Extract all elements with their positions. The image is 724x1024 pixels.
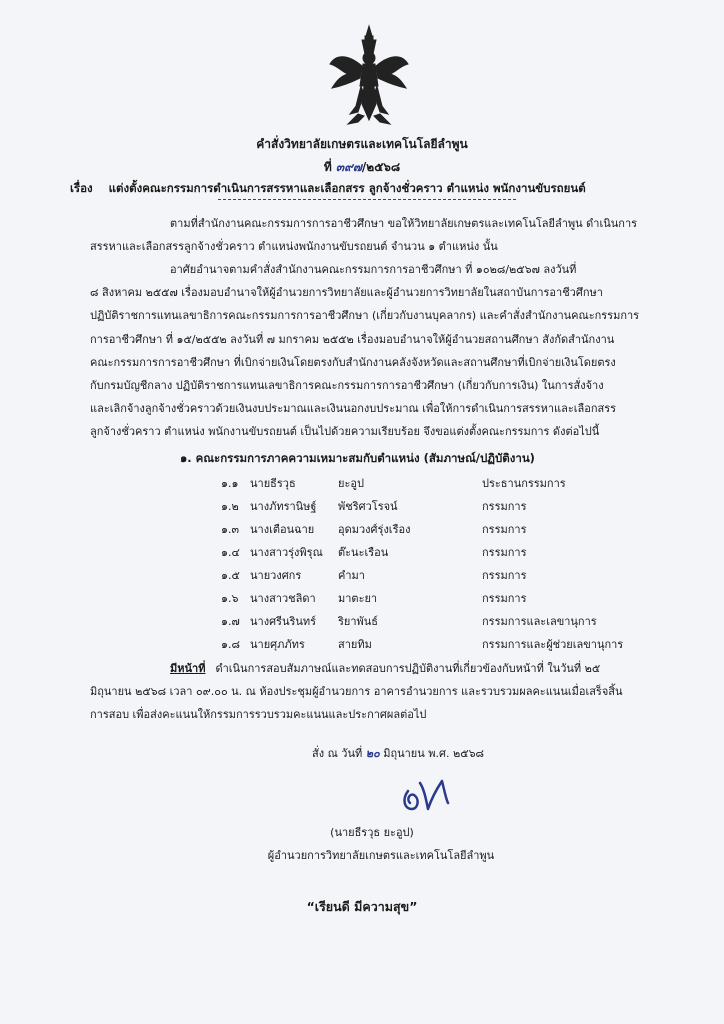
p2-line-6: กับกรมบัญชีกลาง ปฏิบัติราชการแทนเลขาธิการคณะกรรมการการอาชีวศึกษา (เกี่ยวกับการเงิน) ในการสั่งจ้าง <box>90 379 604 393</box>
garuda-emblem <box>328 24 410 129</box>
member-last-name: อุดมวงศ์รุ่งเรือง <box>338 523 411 536</box>
p1-line-2: สรรหาและเลือกสรรลูกจ้างชั่วคราว ตำแหน่งพนักงานขับรถยนต์ จำนวน ๑ ตำแหน่ง นั้น <box>90 240 498 254</box>
member-number: ๑.๔ <box>221 546 240 559</box>
member-role: กรรมการและเลขานุการ <box>482 615 597 628</box>
subject-text: แต่งตั้งคณะกรรมการดำเนินการสรรหาและเลือกสรร ลูกจ้างชั่วคราว ตำแหน่ง พนักงานขับรถยนต์ <box>108 181 586 195</box>
date-suffix: มิถุนายน พ.ศ. ๒๕๖๘ <box>379 747 485 760</box>
p2-line-1: อาศัยอำนาจตามคำสั่งสำนักงานคณะกรรมการการอาชีวศึกษา ที่ ๑๐๒๘/๒๕๖๗ ลงวันที่ <box>170 263 577 276</box>
member-first-name: นายวงศกร <box>250 569 302 582</box>
p2-line-3: ปฏิบัติราชการแทนเลขาธิการคณะกรรมการการอาชีวศึกษา (เกี่ยวกับงานบุคลากร) และคำสั่งสำนักงานคณะกรรมการ <box>90 309 640 323</box>
member-number: ๑.๘ <box>221 638 240 651</box>
duty-text-1: ดำเนินการสอบสัมภาษณ์และทดสอบการปฏิบัติงานที่เกี่ยวข้องกับหน้าที่ ในวันที่ ๒๕ <box>215 662 601 675</box>
duty-line-1 <box>90 657 650 680</box>
date-prefix: สั่ง ณ วันที่ <box>312 747 366 760</box>
member-last-name: พัชริศวโรจน์ <box>338 500 398 513</box>
member-role: กรรมการและผู้ช่วยเลขานุการ <box>482 638 624 651</box>
order-number <box>0 158 724 177</box>
member-role: กรรมการ <box>482 569 527 582</box>
date-handwritten: ๒๐ <box>365 747 380 760</box>
duty-label: มีหน้าที่ <box>170 662 206 675</box>
member-first-name: นางสาวรุ่งพิรุณ <box>250 546 323 559</box>
duty-line-3: การสอบ เพื่อส่งคะแนนให้กรรมการรวบรวมคะแนนและประกาศผลต่อไป <box>90 708 427 722</box>
order-date <box>312 744 484 762</box>
signer-name: (นายธีรวุธ ยะอูป) <box>330 826 414 839</box>
member-first-name: นางภัทรานิษฐ์ <box>250 500 317 513</box>
member-number: ๑.๖ <box>221 592 239 605</box>
p2-line-4: การอาชีวศึกษา ที่ ๑๕/๒๕๕๒ ลงวันที่ ๗ มกราคม ๒๕๕๒ เรื่องมอบอำนาจให้ผู้อำนวยสถานศึกษา สังกัดสำนักงาน <box>90 332 615 346</box>
order-title: คำสั่งวิทยาลัยเกษตรและเทคโนโลยีลำพูน <box>256 137 468 151</box>
committee-heading: ๑. คณะกรรมการภาคความเหมาะสมกับตำแหน่ง (สัมภาษณ์/ปฏิบัติงาน) <box>180 451 535 465</box>
paragraph-1 <box>90 212 645 258</box>
subject-label: เรื่อง <box>70 181 93 195</box>
duty-paragraph <box>90 657 650 727</box>
member-number: ๑.๕ <box>221 569 240 582</box>
subject-line <box>70 180 670 198</box>
member-last-name: สายทิม <box>338 638 372 651</box>
motto: “เรียนดี มีความสุข” <box>306 899 418 914</box>
member-role: กรรมการ <box>482 592 527 605</box>
member-first-name: นายศุภภัทร <box>250 638 305 651</box>
order-number-prefix: ที่ <box>323 160 336 174</box>
member-first-name: นายธีรวุธ <box>250 477 296 490</box>
member-first-name: นางเตือนฉาย <box>250 523 315 536</box>
signature <box>398 769 454 817</box>
member-last-name: ยะอูป <box>338 477 364 490</box>
p1-line-1: ตามที่สำนักงานคณะกรรมการการอาชีวศึกษา ขอให้วิทยาลัยเกษตรและเทคโนโลยีลำพูน ดำเนินการ <box>170 217 638 230</box>
paragraph-2 <box>90 258 650 444</box>
member-last-name: คำมา <box>338 569 365 582</box>
member-number: ๑.๑ <box>221 477 239 490</box>
divider <box>218 199 516 200</box>
member-first-name: นางศรีนรินทร์ <box>250 615 317 628</box>
p2-line-5: คณะกรรมการการอาชีวศึกษา ที่เบิกจ่ายเงินโดยตรงกับสำนักงานคลังจังหวัดและสถานศึกษาที่เบิกจ่ายเงินโดยตรง <box>90 355 616 369</box>
order-number-suffix: /๒๕๖๘ <box>361 160 401 174</box>
duty-line-2: มิถุนายน ๒๕๖๘ เวลา ๐๙.๐๐ น. ณ ห้องประชุมผู้อำนวยการ อาคารอำนวยการ และรวบรวมผลคะแนนเมื่อเสร็จสิ้น <box>90 685 623 699</box>
member-number: ๑.๒ <box>221 500 239 513</box>
p2-line-8: ลูกจ้างชั่วคราว ตำแหน่ง พนักงานขับรถยนต์ เป็นไปด้วยความเรียบร้อย จึงขอแต่งตั้งคณะกรรมการ ดังต่อไปนี้ <box>90 425 600 439</box>
member-role: กรรมการ <box>482 523 527 536</box>
member-number: ๑.๓ <box>221 523 239 536</box>
p2-line-2: ๘ สิงหาคม ๒๕๕๗ เรื่องมอบอำนาจให้ผู้อำนวยการวิทยาลัยและผู้อำนวยการวิทยาลัยในสถาบันการอาชีวศึกษา <box>90 286 603 300</box>
member-role: กรรมการ <box>482 500 527 513</box>
p2-line-7: และเลิกจ้างลูกจ้างชั่วคราวด้วยเงินงบประมาณและเงินนอกงบประมาณ เพื่อให้การดำเนินการสรรหาและเลือกสรร <box>90 402 617 416</box>
member-number: ๑.๗ <box>221 615 240 628</box>
signer-title: ผู้อำนวยการวิทยาลัยเกษตรและเทคโนโลยีลำพูน <box>267 849 495 862</box>
order-number-handwritten: ๓๙๗ <box>335 160 362 174</box>
member-last-name: ต๊ะนะเรือน <box>338 546 389 559</box>
member-last-name: ริยาพันธ์ <box>338 615 379 628</box>
member-first-name: นางสาวชลิดา <box>250 592 316 605</box>
member-last-name: มาตะยา <box>338 592 378 605</box>
member-role: ประธานกรรมการ <box>482 477 566 490</box>
member-role: กรรมการ <box>482 546 527 559</box>
